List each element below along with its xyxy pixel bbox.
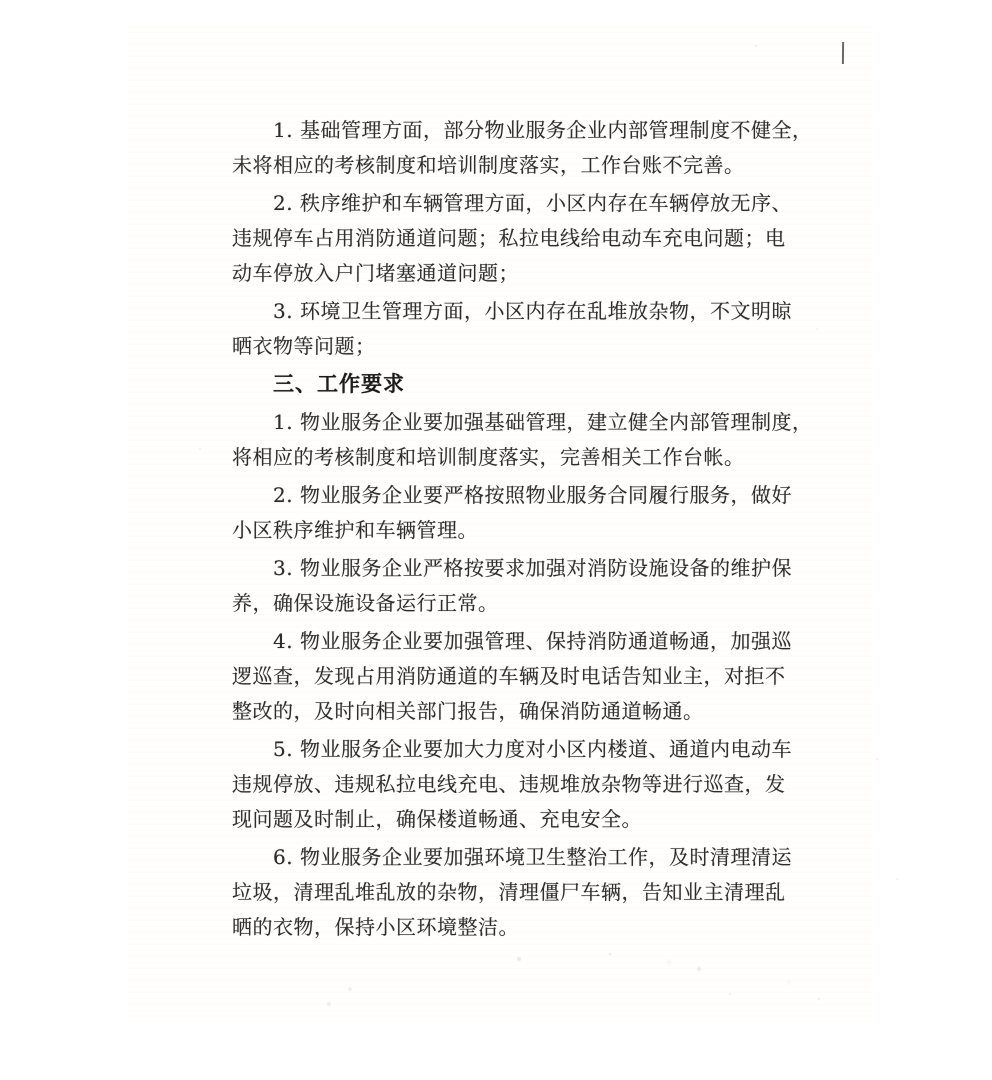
paragraph (232, 624, 832, 729)
text-line: 违规停放、违规私拉电线充电、违规堆放杂物等进行巡查，发 (232, 772, 786, 796)
text-line: 1. 物业服务企业要加强基础管理，建立健全内部管理制度， (273, 410, 813, 434)
text-line: 违规停车占用消防通道问题；私拉电线给电动车充电问题；电 (232, 226, 786, 250)
text-line: 现问题及时制止，确保楼道畅通、充电安全。 (232, 807, 642, 831)
text-line: 晒的衣物，保持小区环境整洁。 (232, 915, 519, 939)
text-line: 未将相应的考核制度和培训制度落实，工作台账不完善。 (232, 153, 745, 177)
paragraph (232, 294, 832, 364)
paragraph (232, 186, 832, 291)
text-line: 6. 物业服务企业要加强环境卫生整治工作，及时清理清运 (273, 845, 792, 869)
text-line: 垃圾，清理乱堆乱放的杂物，清理僵尸车辆，告知业主清理乱 (232, 880, 786, 904)
text-line: 动车停放入户门堵塞通道问题； (232, 261, 519, 285)
text-line: 将相应的考核制度和培训制度落实，完善相关工作台帐。 (232, 445, 745, 469)
text-line: 小区秩序维护和车辆管理。 (232, 518, 478, 542)
document-body (232, 113, 832, 948)
paragraph (232, 732, 832, 837)
paragraph (232, 478, 832, 548)
text-line: 养，确保设施设备运行正常。 (232, 591, 499, 615)
text-line: 5. 物业服务企业要加大力度对小区内楼道、通道内电动车 (273, 737, 792, 761)
paragraph (232, 405, 832, 475)
text-line: 2. 物业服务企业要严格按照物业服务合同履行服务，做好 (273, 483, 792, 507)
text-line: 1. 基础管理方面，部分物业服务企业内部管理制度不健全， (273, 118, 813, 142)
scan-noise-speckles (128, 26, 130, 28)
text-line: 三、工作要求 (273, 372, 405, 396)
text-line: 晒衣物等问题； (232, 334, 376, 358)
paragraph (232, 551, 832, 621)
paragraph (232, 840, 832, 945)
text-line: 3. 环境卫生管理方面，小区内存在乱堆放杂物，不文明晾 (273, 299, 792, 323)
text-line: 逻巡查，发现占用消防通道的车辆及时电话告知业主，对拒不 (232, 664, 786, 688)
text-line: 4. 物业服务企业要加强管理、保持消防通道畅通，加强巡 (273, 629, 792, 653)
section-heading (232, 367, 832, 402)
paragraph (232, 113, 832, 183)
text-line: 3. 物业服务企业严格按要求加强对消防设施设备的维护保 (273, 556, 792, 580)
text-line: 2. 秩序维护和车辆管理方面，小区内存在车辆停放无序、 (273, 191, 792, 215)
scan-edge-mark (842, 42, 844, 64)
text-line: 整改的，及时向相关部门报告，确保消防通道畅通。 (232, 699, 704, 723)
